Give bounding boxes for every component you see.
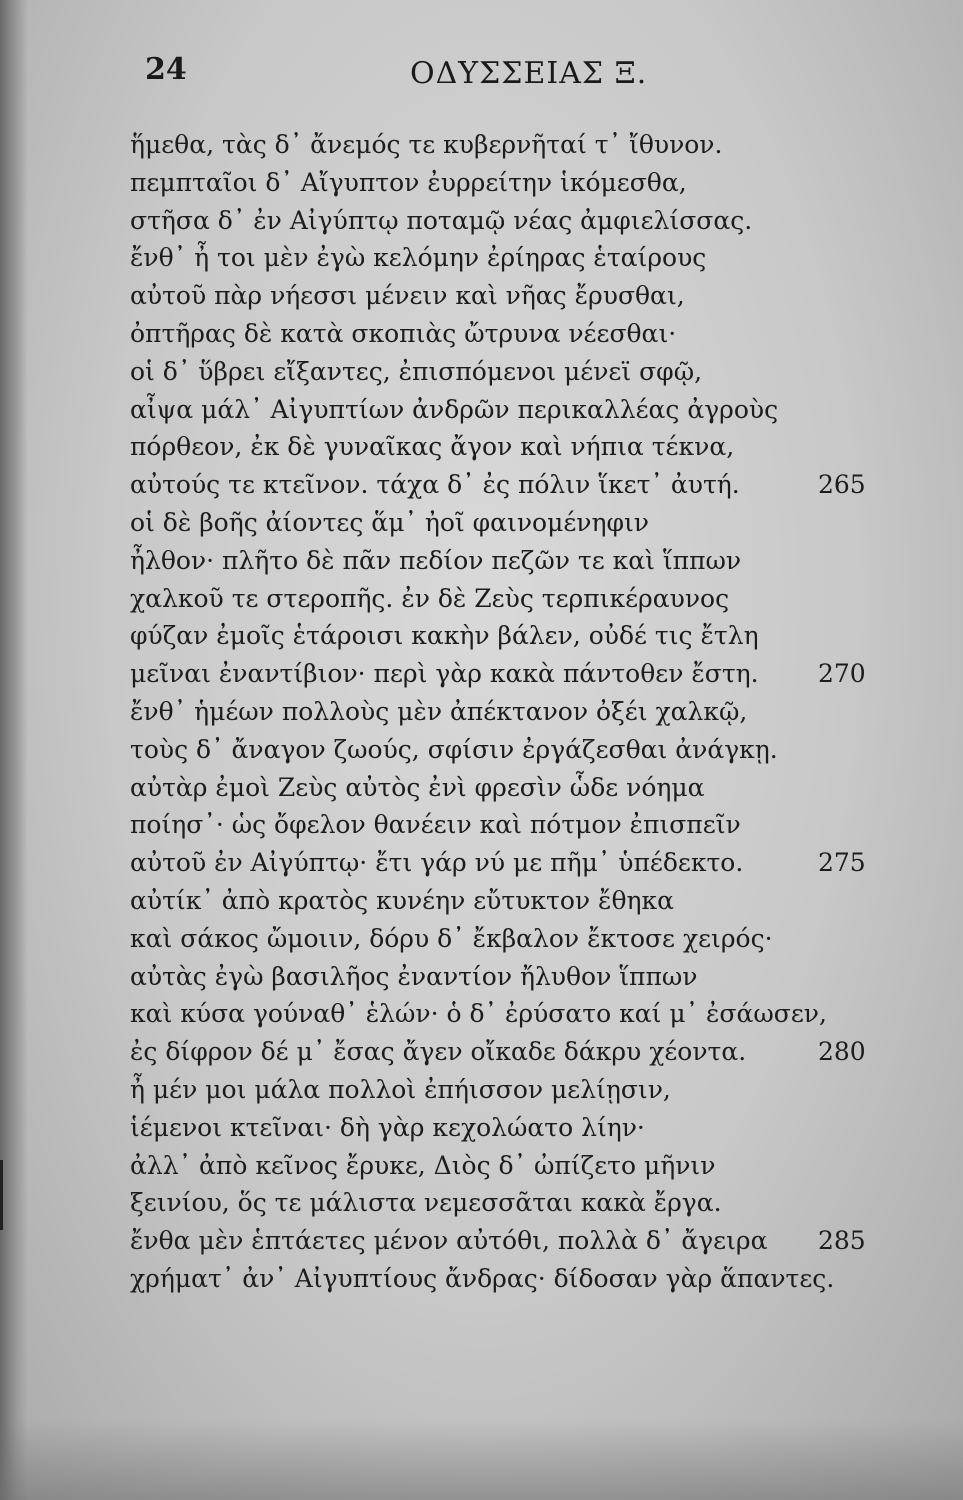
- verse-block: [0, 130, 963, 1302]
- verse-line: [0, 886, 963, 924]
- verse-text: χαλκοῦ τε στεροπῆς. ἐν δὲ Ζεὺς τερπικέραυνος: [130, 583, 730, 613]
- verse-line: [0, 1226, 963, 1264]
- verse-line: [0, 848, 963, 886]
- verse-line: [0, 1188, 963, 1226]
- verse-text: ἐς δίφρον δέ μ᾽ ἔσας ἄγεν οἴκαδε δάκρυ χέοντα.: [130, 1037, 747, 1067]
- verse-line: [0, 281, 963, 319]
- verse-line: [0, 773, 963, 811]
- verse-text: μεῖναι ἐναντίβιον· περὶ γὰρ κακὰ πάντοθεν ἔστη.: [130, 659, 759, 689]
- verse-line: [0, 1037, 963, 1075]
- verse-text: οἱ δὲ βοῆς ἀίοντες ἅμ᾽ ἠοῖ φαινομένηφιν: [130, 507, 649, 537]
- page-bottom-shadow: [0, 1420, 963, 1500]
- verse-line: [0, 395, 963, 433]
- verse-line: [0, 508, 963, 546]
- verse-line: [0, 1151, 963, 1189]
- verse-text: ἥμεθα, τὰς δ᾽ ἄνεμός τε κυβερνῆταί τ᾽ ἴθυνον.: [130, 130, 723, 159]
- line-number: 285: [818, 1226, 866, 1256]
- verse-line: [0, 546, 963, 584]
- verse-line: [0, 810, 963, 848]
- verse-line: [0, 924, 963, 962]
- page-number: 24: [145, 52, 187, 87]
- verse-text: τοὺς δ᾽ ἄναγον ζωούς, σφίσιν ἐργάζεσθαι ἀνάγκῃ.: [130, 734, 778, 764]
- verse-text: αἶψα μάλ᾽ Αἰγυπτίων ἀνδρῶν περικαλλέας ἀγροὺς: [130, 394, 779, 424]
- verse-line: [0, 243, 963, 281]
- verse-text: ἔνθ᾽ ἡμέων πολλοὺς μὲν ἀπέκτανον ὀξέι χαλκῷ,: [130, 696, 748, 726]
- verse-text: οἱ δ᾽ ὕβρει εἴξαντες, ἐπισπόμενοι μένεϊ σφῷ,: [130, 356, 703, 386]
- verse-text: στῆσα δ᾽ ἐν Αἰγύπτῳ ποταμῷ νέας ἀμφιελίσσας.: [130, 205, 753, 235]
- verse-text: χρήματ᾽ ἀν᾽ Αἰγυπτίους ἄνδρας· δίδοσαν γὰρ ἅπαντες.: [130, 1263, 835, 1293]
- verse-line: [0, 735, 963, 773]
- verse-line: [0, 999, 963, 1037]
- running-title: ΟΔΥΣΣΕΙΑΣ Ξ.: [410, 56, 648, 91]
- verse-text: ἔνθ᾽ ἦ τοι μὲν ἐγὼ κελόμην ἐρίηρας ἑταίρους: [130, 243, 707, 273]
- verse-line: [0, 206, 963, 244]
- verse-text: καὶ κύσα γούναθ᾽ ἑλών· ὁ δ᾽ ἐρύσατο καί μ᾽ ἐσάωσεν,: [130, 999, 827, 1029]
- page-header: [0, 48, 963, 108]
- verse-line: [0, 621, 963, 659]
- verse-line: [0, 962, 963, 1000]
- verse-text: ἱέμενοι κτεῖναι· δὴ γὰρ κεχολώατο λίην·: [130, 1112, 645, 1142]
- verse-text: αὐτοῦ πὰρ νήεσσι μένειν καὶ νῆας ἔρυσθαι,: [130, 281, 685, 311]
- verse-text: φύζαν ἐμοῖς ἑτάροισι κακὴν βάλεν, οὐδέ τις ἔτλη: [130, 621, 759, 651]
- verse-line: [0, 584, 963, 622]
- verse-text: αὐτοῦ ἐν Αἰγύπτῳ· ἔτι γάρ νύ με πῆμ᾽ ὑπέδεκτο.: [130, 848, 744, 878]
- verse-text: αὐτίκ᾽ ἀπὸ κρατὸς κυνέην εὔτυκτον ἔθηκα: [130, 885, 675, 915]
- line-number: 275: [818, 848, 866, 878]
- verse-line: [0, 319, 963, 357]
- line-number: 265: [818, 470, 866, 500]
- verse-text: αὐτούς τε κτεῖνον. τάχα δ᾽ ἐς πόλιν ἵκετ᾽ ἀυτή.: [130, 470, 740, 500]
- verse-line: [0, 432, 963, 470]
- verse-line: [0, 697, 963, 735]
- verse-text: αὐτὰρ ἐμοὶ Ζεὺς αὐτὸς ἐνὶ φρεσὶν ὧδε νόημα: [130, 772, 705, 802]
- verse-text: ἦ μέν μοι μάλα πολλοὶ ἐπήισσον μελίῃσιν,: [130, 1074, 671, 1104]
- verse-text: ὀπτῆρας δὲ κατὰ σκοπιὰς ὤτρυνα νέεσθαι·: [130, 318, 677, 348]
- verse-line: [0, 1264, 963, 1302]
- verse-text: πεμπταῖοι δ᾽ Αἴγυπτον ἐυρρείτην ἱκόμεσθα,: [130, 167, 687, 197]
- verse-text: ἦλθον· πλῆτο δὲ πᾶν πεδίον πεζῶν τε καὶ ἵππων: [130, 545, 742, 575]
- verse-line: [0, 659, 963, 697]
- verse-line: [0, 357, 963, 395]
- verse-line: [0, 1113, 963, 1151]
- verse-text: ξεινίου, ὅς τε μάλιστα νεμεσσᾶται κακὰ ἔργα.: [130, 1188, 722, 1218]
- verse-text: πόρθεον, ἐκ δὲ γυναῖκας ἄγον καὶ νήπια τέκνα,: [130, 432, 735, 462]
- verse-text: αὐτὰς ἐγὼ βασιλῆος ἐναντίον ἤλυθον ἵππων: [130, 961, 698, 991]
- verse-text: ποίησ᾽· ὡς ὄφελον θανέειν καὶ πότμον ἐπισπεῖν: [130, 810, 741, 840]
- verse-line: [0, 1075, 963, 1113]
- verse-text: καὶ σάκος ὤμοιιν, δόρυ δ᾽ ἔκβαλον ἔκτοσε χειρός·: [130, 923, 773, 953]
- line-number: 270: [818, 659, 866, 689]
- verse-text: ἔνθα μὲν ἑπτάετες μένον αὐτόθι, πολλὰ δ᾽ ἄγειρα: [130, 1226, 768, 1256]
- verse-line: [0, 470, 963, 508]
- line-number: 280: [818, 1037, 866, 1067]
- verse-line: [0, 130, 963, 168]
- verse-line: [0, 168, 963, 206]
- verse-text: ἀλλ᾽ ἀπὸ κεῖνος ἔρυκε, Διὸς δ᾽ ὠπίζετο μῆνιν: [130, 1150, 716, 1180]
